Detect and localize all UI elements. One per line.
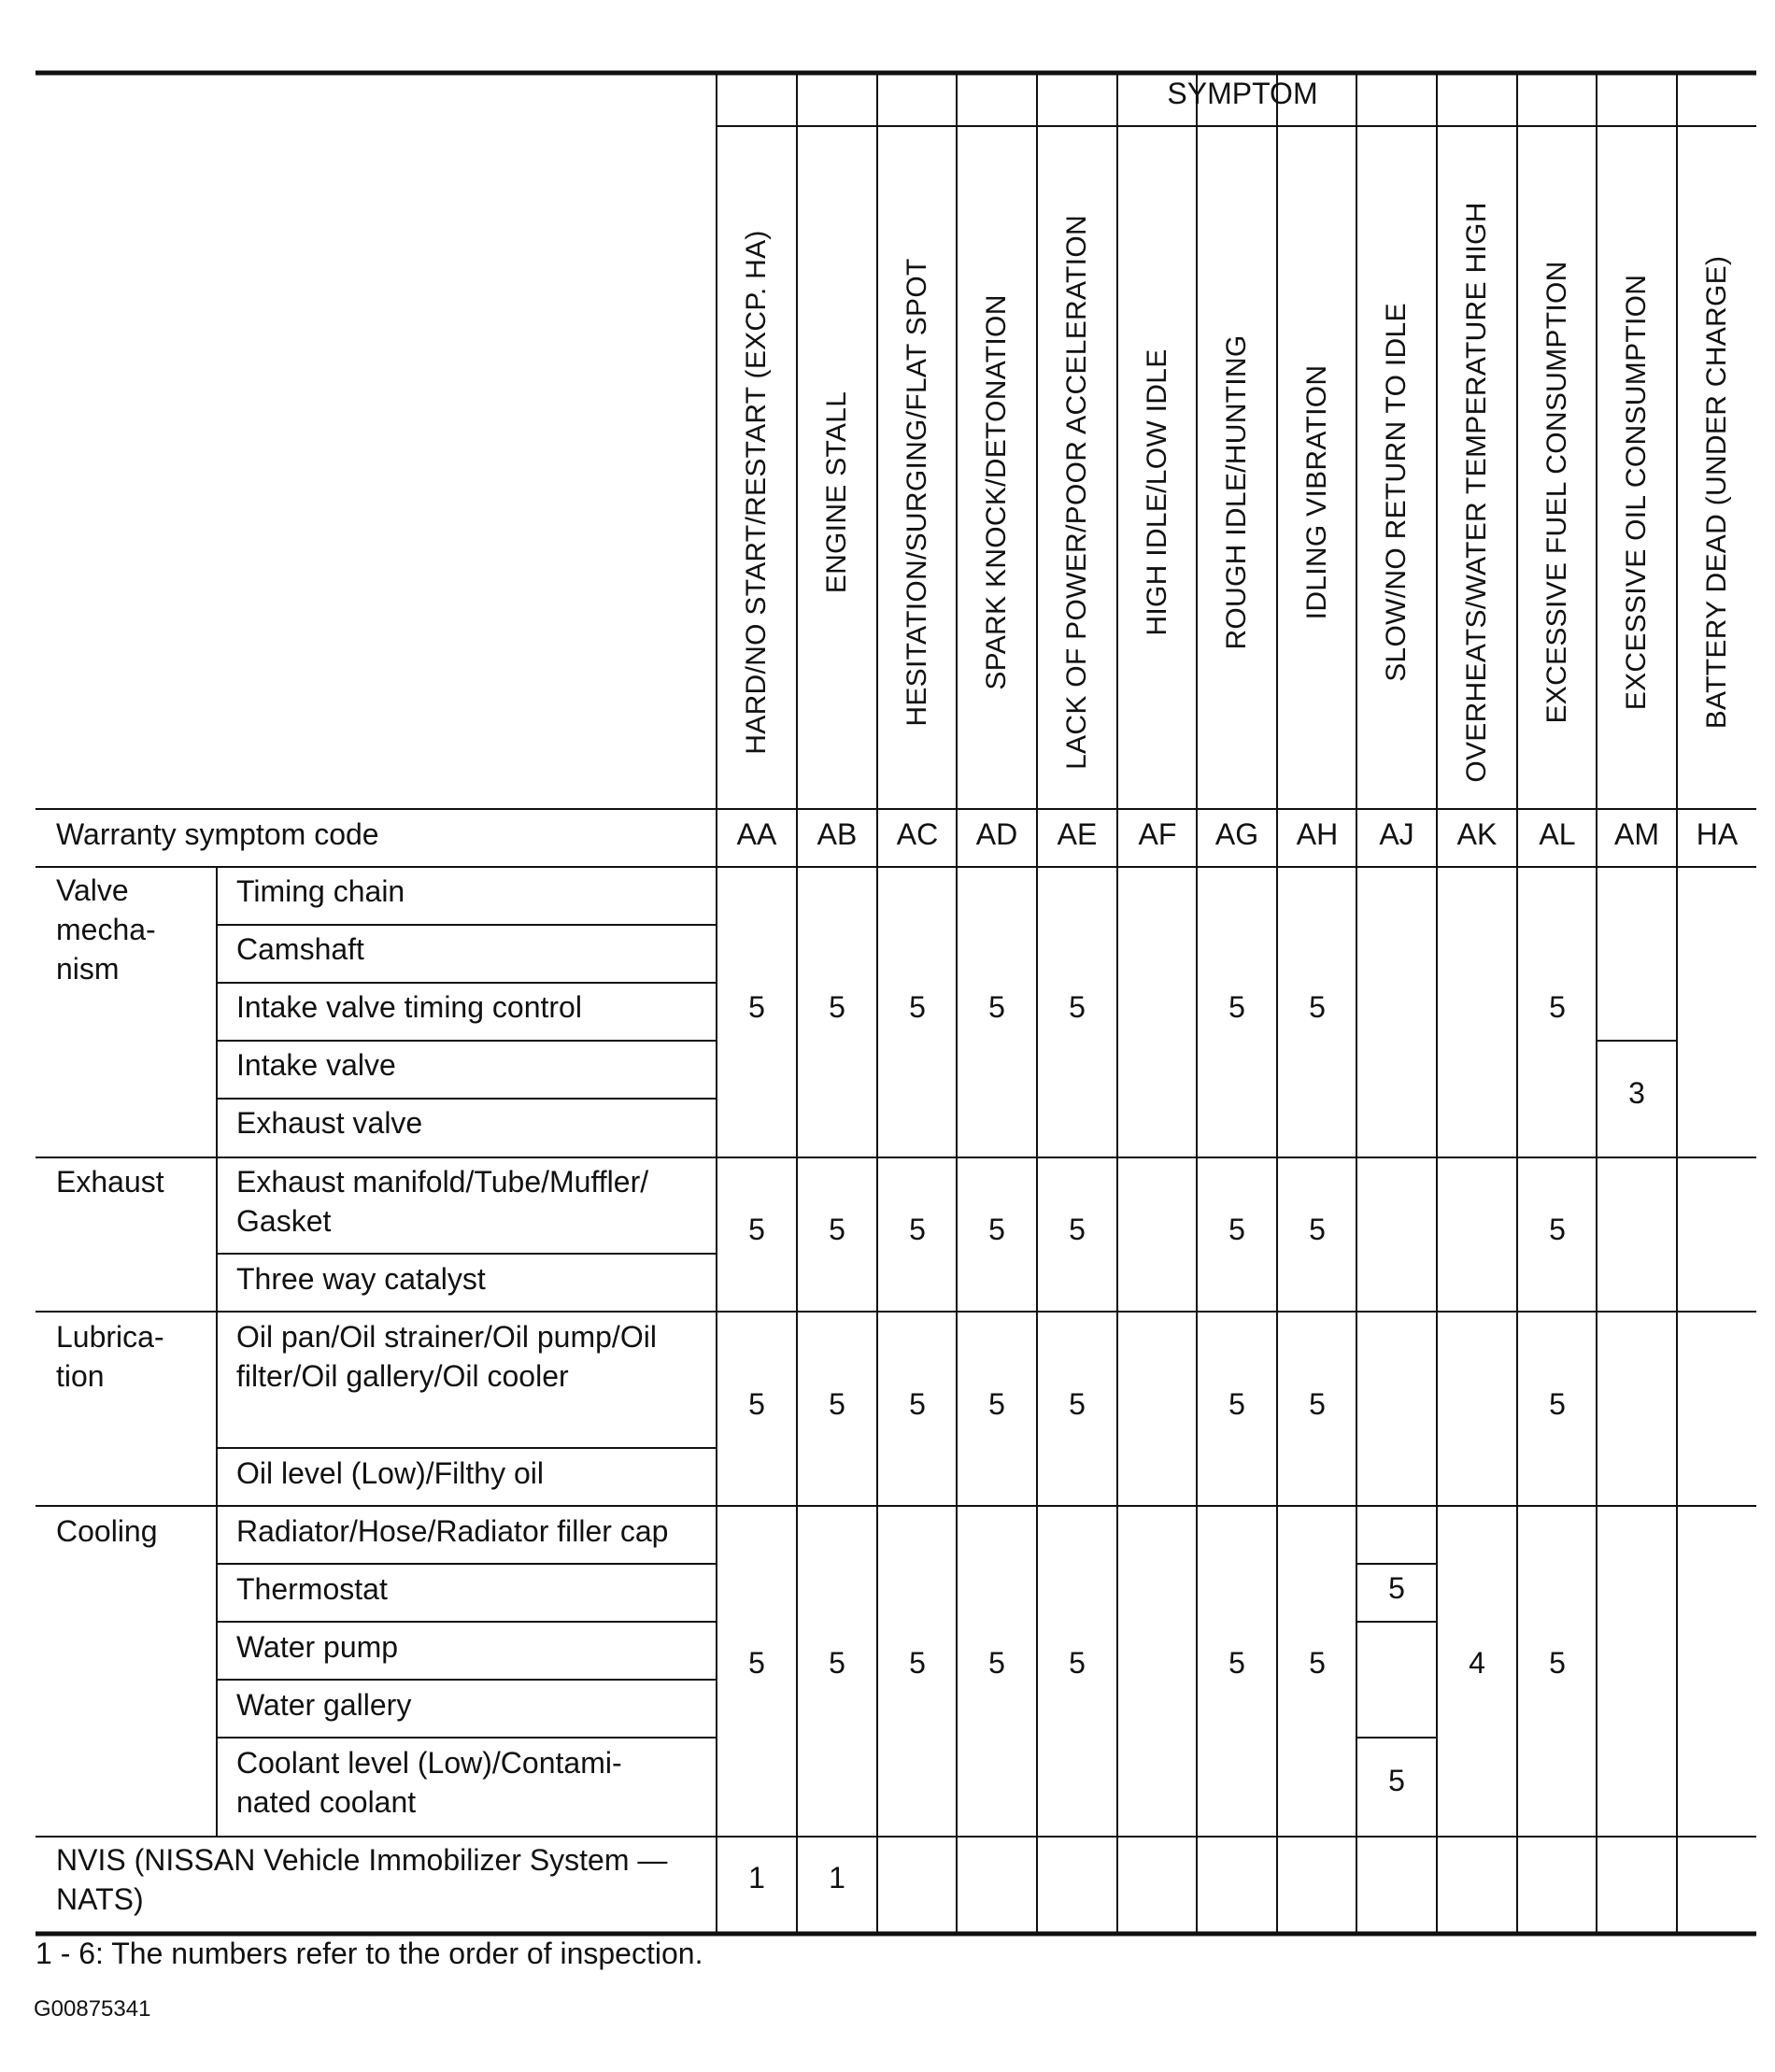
col-header-am: EXCESSIVE OIL CONSUMPTION — [1621, 274, 1652, 711]
cool-val-aa: 5 — [748, 1646, 765, 1680]
cool-val-ac: 5 — [909, 1646, 926, 1680]
item-intake-valve: Intake valve — [236, 1048, 396, 1082]
valve-val-al: 5 — [1549, 990, 1566, 1024]
code-af: AF — [1138, 817, 1177, 851]
valve-val-ab: 5 — [829, 990, 845, 1024]
item-exhaust-manifold: Exhaust manifold/Tube/Muffler/ Gasket — [236, 1165, 649, 1238]
code-ah: AH — [1296, 817, 1339, 851]
col-header-ah: IDLING VIBRATION — [1301, 364, 1332, 620]
item-camshaft: Camshaft — [236, 932, 364, 966]
symptom-header: SYMPTOM — [1167, 77, 1318, 110]
item-coolant-level: Coolant level (Low)/Contami- nated coolant — [236, 1746, 622, 1819]
code-ak: AK — [1456, 817, 1498, 851]
col-header-ag: ROUGH IDLE/HUNTING — [1221, 334, 1252, 650]
col-header-ac: HESITATION/SURGING/FLAT SPOT — [902, 258, 932, 727]
valve-val-aa: 5 — [748, 990, 765, 1024]
exhaust-val-ac: 5 — [909, 1213, 926, 1246]
cool-coolant-aj: 5 — [1388, 1764, 1405, 1797]
col-header-ad: SPARK KNOCK/DETONATION — [981, 294, 1012, 690]
nvis-val-ab: 1 — [829, 1861, 845, 1895]
col-header-aj: SLOW/NO RETURN TO IDLE — [1381, 303, 1412, 682]
valve-val-am: 3 — [1628, 1076, 1645, 1110]
cool-val-ak: 4 — [1469, 1646, 1485, 1680]
lub-val-ab: 5 — [829, 1387, 845, 1421]
valve-val-ac: 5 — [909, 990, 926, 1024]
code-ag: AG — [1214, 817, 1259, 851]
item-thermostat: Thermostat — [236, 1572, 388, 1606]
lub-val-ad: 5 — [988, 1387, 1005, 1421]
exhaust-val-ae: 5 — [1069, 1213, 1086, 1246]
code-aj: AJ — [1379, 817, 1414, 851]
item-timing-chain: Timing chain — [236, 874, 405, 908]
col-header-aa: HARD/NO START/RESTART (EXCP. HA) — [741, 230, 772, 755]
exhaust-val-ah: 5 — [1309, 1213, 1326, 1246]
cool-thermostat-aj: 5 — [1388, 1571, 1405, 1605]
footnote: 1 - 6: The numbers refer to the order of inspection. — [36, 1937, 703, 1970]
item-water-gallery: Water gallery — [236, 1688, 412, 1722]
figure-code: G00875341 — [34, 1996, 151, 2022]
lub-val-al: 5 — [1549, 1387, 1566, 1421]
valve-val-ag: 5 — [1228, 990, 1245, 1024]
code-ha: HA — [1696, 817, 1739, 851]
valve-val-ae: 5 — [1069, 990, 1086, 1024]
code-ab: AB — [816, 817, 858, 851]
col-header-ha: BATTERY DEAD (UNDER CHARGE) — [1701, 255, 1732, 730]
lub-val-ah: 5 — [1309, 1387, 1326, 1421]
cool-val-ab: 5 — [829, 1646, 845, 1680]
item-oil-pan: Oil pan/Oil strainer/Oil pump/Oil filter/Oil gallery/Oil cooler — [236, 1320, 657, 1393]
cool-val-al: 5 — [1549, 1646, 1566, 1680]
item-oil-level: Oil level (Low)/Filthy oil — [236, 1456, 544, 1490]
cool-val-ad: 5 — [988, 1646, 1005, 1680]
lub-val-ac: 5 — [909, 1387, 926, 1421]
code-am: AM — [1614, 817, 1659, 851]
col-header-al: EXCESSIVE FUEL CONSUMPTION — [1541, 261, 1572, 724]
group-label-valve: Valve mecha- nism — [56, 873, 156, 986]
valve-val-ad: 5 — [988, 990, 1005, 1024]
item-three-way-catalyst: Three way catalyst — [236, 1262, 486, 1296]
lub-val-aa: 5 — [748, 1387, 765, 1421]
col-header-ae: LACK OF POWER/POOR ACCELERATION — [1061, 215, 1092, 770]
cool-val-ah: 5 — [1309, 1646, 1326, 1680]
cool-val-ae: 5 — [1069, 1646, 1086, 1680]
nvis-val-aa: 1 — [748, 1861, 765, 1895]
code-aa: AA — [736, 817, 777, 851]
cool-val-ag: 5 — [1228, 1646, 1245, 1680]
exhaust-val-ad: 5 — [988, 1213, 1005, 1246]
group-label-cooling: Cooling — [56, 1514, 158, 1548]
exhaust-val-al: 5 — [1549, 1213, 1566, 1246]
lub-val-ae: 5 — [1069, 1387, 1086, 1421]
item-radiator: Radiator/Hose/Radiator filler cap — [236, 1514, 669, 1548]
code-al: AL — [1539, 817, 1576, 851]
nvis-label: NVIS (NISSAN Vehicle Immobilizer System — NATS) — [56, 1843, 668, 1916]
col-header-ak: OVERHEATS/WATER TEMPERATURE HIGH — [1461, 202, 1492, 783]
lub-val-ag: 5 — [1228, 1387, 1245, 1421]
item-water-pump: Water pump — [236, 1630, 399, 1664]
exhaust-val-aa: 5 — [748, 1213, 765, 1246]
group-label-lubrication: Lubrica- tion — [56, 1320, 164, 1393]
valve-val-ah: 5 — [1309, 990, 1326, 1024]
exhaust-val-ag: 5 — [1228, 1213, 1245, 1246]
warranty-label: Warranty symptom code — [56, 817, 379, 851]
item-exhaust-valve: Exhaust valve — [236, 1106, 423, 1140]
item-intake-valve-timing: Intake valve timing control — [236, 990, 582, 1024]
col-header-ab: ENGINE STALL — [821, 390, 852, 594]
code-ac: AC — [896, 817, 939, 851]
col-header-af: HIGH IDLE/LOW IDLE — [1142, 348, 1172, 636]
code-ae: AE — [1057, 817, 1098, 851]
group-label-exhaust: Exhaust — [56, 1165, 164, 1199]
exhaust-val-ab: 5 — [829, 1213, 845, 1246]
code-ad: AD — [975, 817, 1018, 851]
